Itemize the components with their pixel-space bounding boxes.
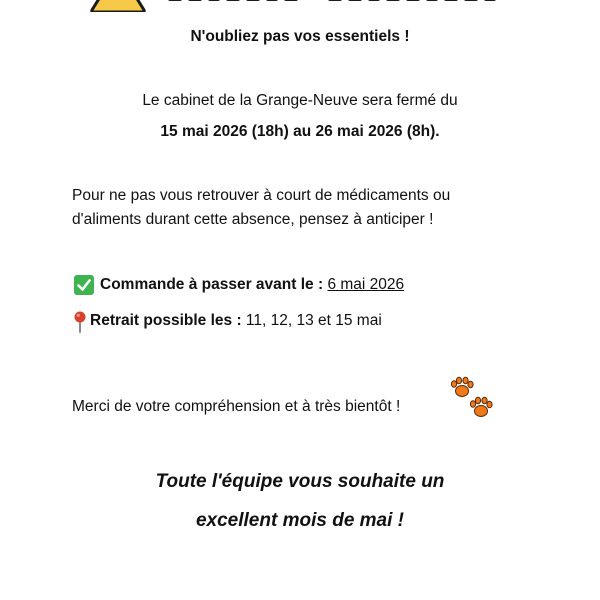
closure-dates: 15 mai 2026 (18h) au 26 mai 2026 (8h). xyxy=(160,123,440,140)
pickup-row xyxy=(90,311,382,331)
closing-line-2: excellent mois de mai ! xyxy=(195,510,405,531)
advice-line-2: d'aliments durant cette absence, pensez à anticiper ! xyxy=(72,211,434,228)
order-row xyxy=(100,275,404,295)
paw-prints-icon xyxy=(449,376,495,422)
order-date: 6 mai 2026 xyxy=(327,276,405,293)
thanks-text: Merci de votre compréhension et à très bientôt ! xyxy=(72,398,401,415)
pickup-label: Retrait possible les : xyxy=(90,312,242,329)
subtitle: N'oubliez pas vos essentiels ! xyxy=(190,28,410,45)
closure-line-1: Le cabinet de la Grange-Neuve sera fermé du xyxy=(142,92,458,109)
cropped-title-fragment xyxy=(168,0,520,4)
closing-line-1: Toute l'équipe vous souhaite un xyxy=(155,471,445,492)
pin-icon xyxy=(72,310,88,334)
pickup-dates: 11, 12, 13 et 15 mai xyxy=(245,312,382,329)
order-label: Commande à passer avant le : xyxy=(100,276,324,293)
check-mark-icon xyxy=(74,275,94,295)
advice-line-1: Pour ne pas vous retrouver à court de médicaments ou xyxy=(72,187,451,204)
warning-icon xyxy=(88,0,148,12)
